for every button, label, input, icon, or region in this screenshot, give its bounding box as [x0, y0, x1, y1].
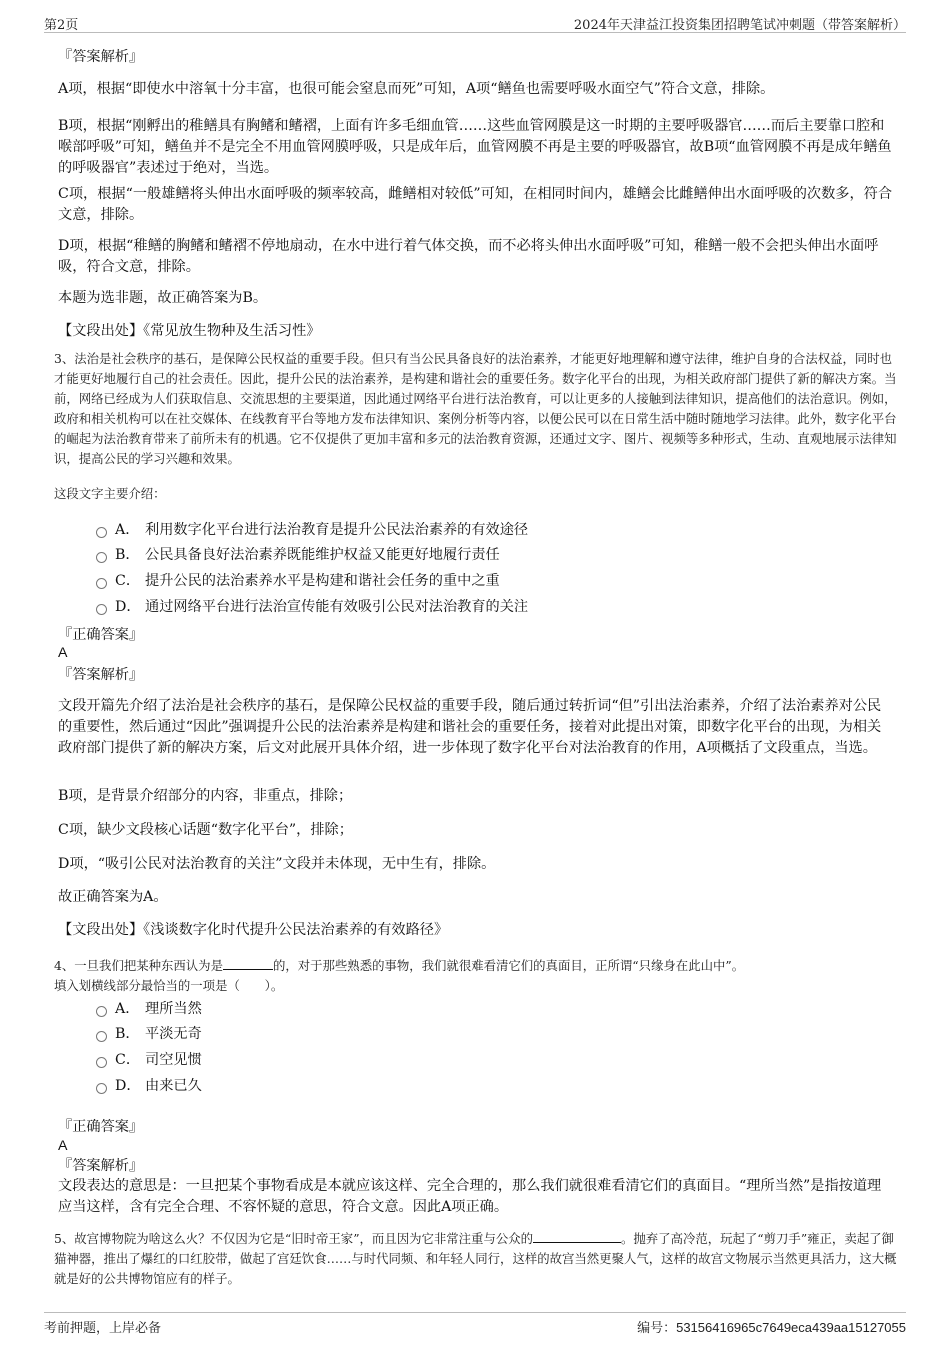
- radio-icon[interactable]: [96, 1083, 107, 1094]
- fill-blank: [223, 957, 273, 970]
- q3-source: 【文段出处】《浅谈数字化时代提升公民法治素养的有效路径》: [58, 922, 449, 938]
- radio-icon[interactable]: [96, 1006, 107, 1017]
- q3-analysis-b: B项，是背景介绍部分的内容，非重点，排除；: [58, 788, 353, 804]
- q3-option-b[interactable]: B． 公民具备良好法治素养既能维护权益又能更好地履行责任: [96, 545, 500, 565]
- radio-icon[interactable]: [96, 1031, 107, 1042]
- q2-analysis-c: C项，根据“一般雄鳝将头伸出水面呼吸的频率较高，雌鳝相对较低”可知，在相同时间内，雄鳝会比雌鳝伸出水面呼吸的次数多，符合文意，排除。: [58, 186, 893, 223]
- q4-analysis-label: 『答案解析』: [58, 1158, 144, 1174]
- q3-analysis-c: C项，缺少文段核心话题“数字化平台”，排除；: [58, 822, 353, 838]
- q4-answer-label: 『正确答案』: [58, 1119, 144, 1135]
- q2-conclusion: 本题为选非题，故正确答案为B。: [58, 290, 268, 306]
- q3-stem: 这段文字主要介绍：: [54, 486, 166, 501]
- q4-stem: 4、一旦我们把某种东西认为是 的，对于那些熟悉的事物，我们就很难看清它们的真面目，正所谓“只缘身在此山中”。 填入划横线部分最恰当的一项是（ ）。: [54, 958, 745, 993]
- q4-answer: A: [58, 1138, 68, 1154]
- q2-analysis-a: A项，根据“即使水中溶氧十分丰富，也很可能会窒息而死”可知，A项“鳝鱼也需要呼吸水面空气”符合文意，排除。: [58, 81, 775, 97]
- page-number: 第2页: [44, 18, 79, 33]
- q3-analysis-a: 文段开篇先介绍了法治是社会秩序的基石，是保障公民权益的重要手段，随后通过转折词“但”引出法治素养，介绍了法治素养对公民的重要性，然后通过“因此”强调提升公民的法治素养是构建和谐社会的重要任务，接着对此提出对策，即数字化平台的出现，为相关政府部门提供了新的解决方案，后文对此展开具体介绍，进一步体现了数字化平台对法治教育的作用，A项概括了文段重点，当选。: [58, 698, 882, 756]
- q2-analysis-d: D项，根据“稚鳝的胸鳍和鳍褶不停地扇动，在水中进行着气体交换，而不必将头伸出水面呼吸”可知，稚鳝一般不会把头伸出水面呼吸，符合文意，排除。: [58, 238, 879, 275]
- radio-icon[interactable]: [96, 552, 107, 563]
- q3-option-a[interactable]: A． 利用数字化平台进行法治教育是提升公民法治素养的有效途径: [96, 520, 528, 540]
- q3-answer-label: 『正确答案』: [58, 627, 144, 643]
- q3-option-d[interactable]: D． 通过网络平台进行法治宣传能有效吸引公民对法治教育的关注: [96, 597, 528, 617]
- page-footer: [44, 1312, 906, 1335]
- radio-icon[interactable]: [96, 527, 107, 538]
- serial-number: 编号：53156416965c7649eca439aa15127055: [637, 1320, 906, 1336]
- document-title: 2024年天津益江投资集团招聘笔试冲刺题（带答案解析）: [573, 18, 906, 33]
- radio-icon[interactable]: [96, 604, 107, 615]
- footer-slogan: 考前押题，上岸必备: [44, 1321, 162, 1336]
- q4-option-b[interactable]: B． 平淡无奇: [96, 1024, 202, 1044]
- radio-icon[interactable]: [96, 578, 107, 589]
- q4-option-d[interactable]: D． 由来已久: [96, 1076, 202, 1096]
- q3-option-c[interactable]: C． 提升公民的法治素养水平是构建和谐社会任务的重中之重: [96, 571, 500, 591]
- q4-option-a[interactable]: A． 理所当然: [96, 999, 202, 1019]
- q3-analysis-label: 『答案解析』: [58, 667, 144, 683]
- q2-source: 【文段出处】《常见放生物种及生活习性》: [58, 323, 321, 339]
- q3-conclusion: 故正确答案为A。: [58, 889, 168, 905]
- q3-answer: A: [58, 645, 68, 661]
- q4-option-c[interactable]: C． 司空见惯: [96, 1050, 202, 1070]
- fill-blank: [533, 1230, 621, 1243]
- q3-analysis-d: D项，“吸引公民对法治教育的关注”文段并未体现，无中生有，排除。: [58, 856, 496, 872]
- radio-icon[interactable]: [96, 1057, 107, 1068]
- q3-passage: 3、法治是社会秩序的基石，是保障公民权益的重要手段。但只有当公民具备良好的法治素养，才能更好地理解和遵守法律，维护自身的合法权益，同时也才能更好地履行自己的社会责任。因此，提升公民的法治素养，是构建和谐社会的重要任务。数字化平台的出现，为相关政府部门提供了新的解决方案。当前，网络已经成为人们获取信息、交流思想的主要渠道，因此通过网络平台进行法治教育，可以让更多的人接触到法律知识，提高他们的法治意识。例如，政府和相关机构可以在社交媒体、在线教育平台等地方发布法律知识、案例分析等内容，以便公民可以在日常生活中随时随地学习法律。此外，数字化平台的崛起为法治教育带来了前所未有的机遇。它不仅提供了更加丰富和多元的法治教育资源，还通过文字、图片、视频等多种形式，生动、直观地展示法律知识，提高公民的学习兴趣和效果。: [54, 351, 897, 466]
- page-header: [44, 10, 906, 33]
- q2-analysis-label: 『答案解析』: [58, 49, 144, 65]
- q2-analysis-b: B项，根据“刚孵出的稚鳝具有胸鳍和鳍褶，上面有许多毛细血管……这些血管网膜是这一时期的主要呼吸器官……而后主要靠口腔和喉部呼吸”可知，鳝鱼并不是完全不用血管网膜呼吸，只是成年后，血管网膜不再是主要的呼吸器官，故B项“血管网膜不再是成年鳝鱼的呼吸器官”表述过于绝对，当选。: [58, 118, 892, 176]
- q5-passage: 5、故宫博物院为啥这么火？不仅因为它是“旧时帝王家”，而且因为它非常注重与公众的 。抛弃了高冷范，玩起了“剪刀手”雍正，卖起了御猫神器，推出了爆红的口红胶带，做起了宫廷饮食……与时代同频、和年轻人同行，这样的故宫当然更聚人气，这样的故宫文物展示当然更具活力，这大概就是好的公共博物馆应有的样子。: [54, 1231, 897, 1286]
- q4-analysis: 文段表达的意思是：一旦把某个事物看成是本就应该这样、完全合理的，那么我们就很难看清它们的真面目。“理所当然”是指按道理应当这样，含有完全合理、不容怀疑的意思，符合文意。因此A项正确。: [58, 1178, 882, 1215]
